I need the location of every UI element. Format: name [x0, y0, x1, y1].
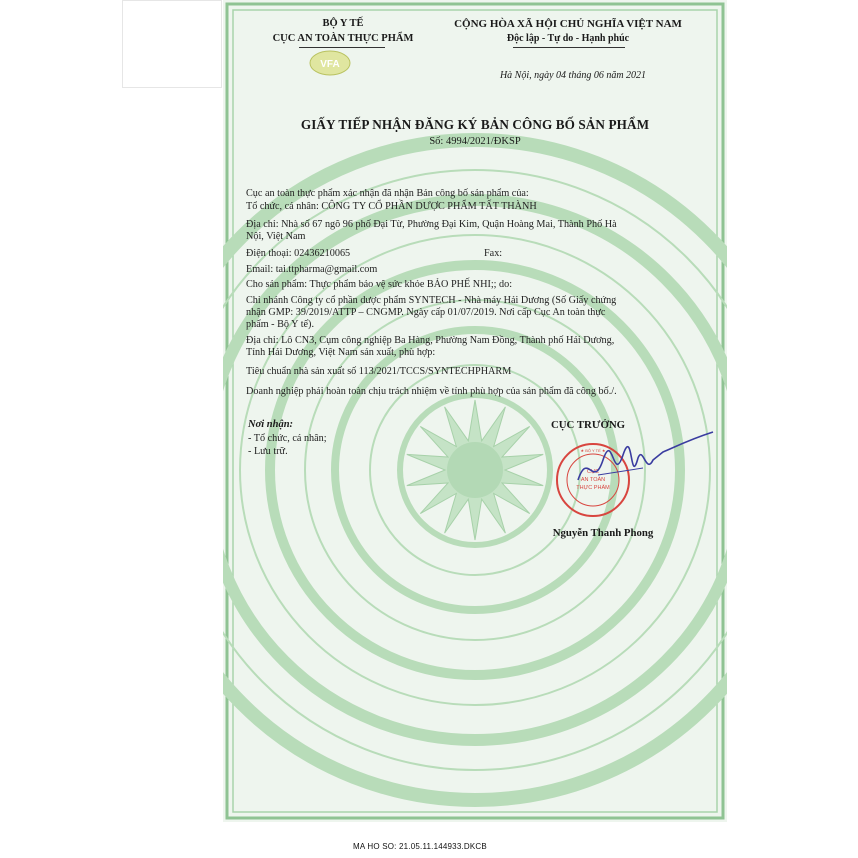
- svg-text:CỤC: CỤC: [587, 469, 599, 475]
- document-title: GIẤY TIẾP NHẬN ĐĂNG KÝ BẢN CÔNG BỐ SẢN PHẨM: [300, 117, 650, 132]
- intro-text: Cục an toàn thực phẩm xác nhận đã nhận Bản công bố sản phẩm của:: [246, 188, 529, 199]
- country-name: CỘNG HÒA XÃ HỘI CHỦ NGHĨA VIỆT NAM: [454, 18, 682, 30]
- issue-date: Hà Nội, ngày 04 tháng 06 năm 2021: [499, 70, 647, 81]
- vfa-logo-icon: [309, 50, 351, 76]
- recipients-heading: Nơi nhận:: [248, 419, 294, 430]
- responsibility-text: Doanh nghiệp phải hoàn toàn chịu trách nhiệm về tính phù hợp của sản phẩm đã công bố./.: [246, 386, 617, 397]
- document-number: Số: 4994/2021/ĐKSP: [429, 136, 521, 147]
- recipient-item: - Tổ chức, cá nhân;: [248, 433, 327, 444]
- mfr-address-line-1: Địa chỉ: Lô CN3, Cụm công nghiệp Ba Hàng, Phường Nam Đồng, Thành phố Hải Dương,: [246, 335, 615, 346]
- organization-text: Tổ chức, cá nhân: CÔNG TY CỔ PHẦN DƯỢC PHẨM TẤT THÀNH: [246, 201, 537, 212]
- certificate-document: [223, 0, 727, 822]
- header-left-underline: [299, 47, 385, 48]
- qr-code-frame: [122, 0, 222, 88]
- mfr-address-line-2: Tỉnh Hải Dương, Việt Nam sản xuất, phù hợp:: [246, 347, 436, 358]
- manufacturer-line-3: phẩm - Bộ Y tế).: [246, 319, 314, 330]
- svg-text:THỰC PHẨM: THỰC PHẨM: [576, 485, 610, 491]
- product-text: Cho sản phẩm: Thực phẩm bảo vệ sức khỏe BẢO PHẾ NHI;; do:: [246, 279, 513, 290]
- ministry-name: BỘ Y TẾ: [322, 18, 364, 29]
- svg-text:VFA: VFA: [320, 59, 340, 70]
- manufacturer-line-2: nhận GMP: 39/2019/ATTP – CNGMP. Ngày cấp 01/07/2019. Nơi cấp Cục An toàn thực: [246, 307, 606, 318]
- standard-text: Tiêu chuẩn nhà sản xuất số 113/2021/TCCS/SYNTECHPHARM: [246, 366, 512, 377]
- svg-text:★ BỘ Y TẾ ★: ★ BỘ Y TẾ ★: [580, 448, 606, 453]
- phone-text: Điện thoại: 02436210065: [246, 248, 351, 259]
- signer-name: Nguyễn Thanh Phong: [552, 527, 654, 539]
- address-line-1: Địa chỉ: Nhà số 67 ngõ 96 phố Đại Từ, Phường Đại Kim, Quận Hoàng Mai, Thành Phố Hà: [246, 219, 617, 230]
- signer-position: CỤC TRƯỞNG: [550, 419, 626, 431]
- recipient-item: - Lưu trữ.: [248, 446, 288, 457]
- fax-text: Fax:: [484, 248, 503, 259]
- national-motto: Độc lập - Tự do - Hạnh phúc: [506, 33, 630, 44]
- manufacturer-line-1: Chi nhánh Công ty cổ phần dược phẩm SYNTECH - Nhà máy Hải Dương (Số Giấy chứng: [246, 295, 617, 306]
- agency-name: CỤC AN TOÀN THỰC PHẨM: [272, 33, 414, 44]
- email-text: Email: tai.ttpharma@gmail.com: [246, 264, 378, 275]
- dossier-code: MA HO SO: 21.05.11.144933.DKCB: [353, 842, 487, 851]
- svg-text:AN TOÀN: AN TOÀN: [580, 477, 606, 483]
- header-right-underline: [513, 47, 625, 48]
- handwritten-signature: [568, 430, 718, 500]
- address-line-2: Nội, Việt Nam: [246, 231, 306, 242]
